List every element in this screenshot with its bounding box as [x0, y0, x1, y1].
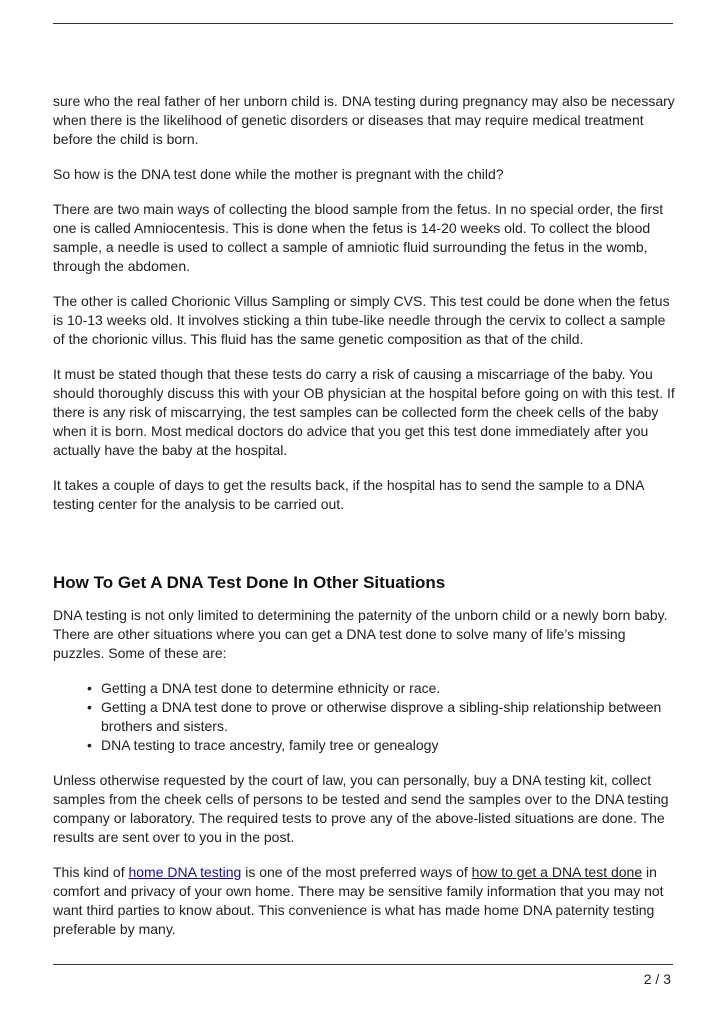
text-run: This kind of — [53, 864, 129, 880]
page-number: 2 / 3 — [643, 971, 671, 987]
bullet-icon: • — [87, 680, 92, 696]
text-run: in comfort and privacy of your own home. There may be sensitive family information that you may not want third parties to know about. This convenience is what has made home DNA paternity testing preferable by many. — [53, 864, 664, 937]
list-item — [87, 698, 678, 736]
document-body — [53, 92, 678, 955]
list-item-text: Getting a DNA test done to prove or otherwise disprove a sibling-ship relationship between brothers and sisters. — [101, 699, 662, 734]
paragraph: The other is called Chorionic Villus Sampling or simply CVS. This test could be done when the fetus is 10-13 weeks old. It involves sticking a thin tube-like needle through the cervix to collect a sample of the chorionic villus. This fluid has the same genetic composition as that of the child. — [53, 293, 670, 347]
bullet-list — [53, 679, 678, 755]
list-item-text: DNA testing to trace ancestry, family tree or genealogy — [101, 737, 439, 753]
section-intro: DNA testing is not only limited to determining the paternity of the unborn child or a newly born baby. There are other situations where you can get a DNA test done to solve many of life’s missing puzzles. Some of these are: — [53, 607, 668, 661]
home-dna-testing-link[interactable]: home DNA testing — [128, 864, 242, 880]
paragraph: Unless otherwise requested by the court of law, you can personally, buy a DNA testing kit, collect samples from the cheek cells of persons to be tested and send the samples over to the DNA testing company or laboratory. The required tests to prove any of the above-listed situations are done. The results are sent over to you in the post. — [53, 772, 669, 845]
list-item — [87, 679, 678, 698]
how-to-get-dna-test-link[interactable]: how to get a DNA test done — [471, 864, 643, 880]
list-item-text: Getting a DNA test done to determine ethnicity or race. — [101, 680, 441, 696]
list-item — [87, 736, 678, 755]
final-paragraph — [53, 863, 678, 939]
header-rule — [53, 23, 673, 24]
paragraph: It takes a couple of days to get the results back, if the hospital has to send the sample to a DNA testing center for the analysis to be carried out. — [53, 477, 644, 512]
bullet-icon: • — [87, 699, 92, 715]
paragraph: sure who the real father of her unborn child is. DNA testing during pregnancy may also be necessary when there is the likelihood of genetic disorders or diseases that may require medical treatment before the child is born. — [53, 93, 675, 147]
text-run: is one of the most preferred ways of — [241, 864, 472, 880]
bullet-icon: • — [87, 737, 92, 753]
section-heading: How To Get A DNA Test Done In Other Situations — [53, 573, 446, 592]
paragraph: It must be stated though that these tests do carry a risk of causing a miscarriage of the baby. You should thoroughly discuss this with your OB physician at the hospital before going on with this test. If there is any risk of miscarrying, the test samples can be collected form the cheek cells of the baby when it is born. Most medical doctors do advice that you get this test done immediately after you actually have the baby at the hospital. — [53, 366, 675, 458]
paragraph: So how is the DNA test done while the mother is pregnant with the child? — [53, 166, 504, 182]
paragraph: There are two main ways of collecting the blood sample from the fetus. In no special order, the first one is called Amniocentesis. This is done when the fetus is 14-20 weeks old. To collect the blood sample, a needle is used to collect a sample of amniotic fluid surrounding the fetus in the womb, through the abdomen. — [53, 201, 664, 274]
footer-rule — [53, 964, 673, 965]
section-spacer — [53, 530, 678, 572]
